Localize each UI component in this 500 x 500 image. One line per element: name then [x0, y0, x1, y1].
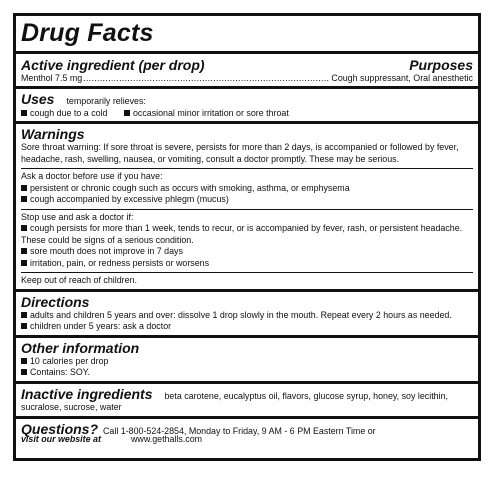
bullet-icon — [21, 225, 27, 231]
drug-facts-title: Drug Facts — [21, 19, 154, 47]
inactive-ingredients-line2: sucralose, sucrose, water — [21, 402, 122, 412]
other-info-item: Contains: SOY. — [21, 367, 473, 379]
bullet-icon — [21, 260, 27, 266]
uses-item: occasional minor irritation or sore throat — [124, 108, 289, 118]
active-ingredient-value: Menthol 7.5 mg — [21, 73, 83, 83]
divider — [21, 209, 473, 210]
stop-use-item: irritation, pain, or redness persists or worsens — [21, 258, 473, 270]
sore-throat-warning: Sore throat warning: If sore throat is severe, persists for more than 2 days, is accompanied or followed by fever, headache, rash, swelling, nausea, or vomiting, consult a doctor promptly. These may be serious. — [21, 142, 459, 164]
dot-leader — [83, 73, 330, 84]
uses-heading: Uses — [21, 91, 55, 107]
drug-facts-panel — [13, 13, 481, 461]
questions-phone: Call 1-800-524-2854, Monday to Friday, 9 AM - 6 PM Eastern Time or — [103, 425, 376, 436]
directions-item: children under 5 years: ask a doctor — [21, 321, 473, 333]
purposes-heading: Purposes — [409, 57, 473, 73]
ask-doctor-item: cough accompanied by excessive phlegm (mucus) — [21, 194, 473, 206]
bullet-icon — [21, 110, 27, 116]
bullet-icon — [21, 323, 27, 329]
ask-doctor-item: persistent or chronic cough such as occurs with smoking, asthma, or emphysema — [21, 183, 473, 195]
active-ingredient-section — [21, 54, 473, 84]
inactive-ingredients-section — [21, 384, 473, 414]
bullet-icon — [124, 110, 130, 116]
other-information-section — [21, 338, 473, 379]
active-ingredient-heading: Active ingredient (per drop) — [21, 57, 205, 73]
bullet-icon — [21, 248, 27, 254]
bullet-icon — [21, 196, 27, 202]
website-link[interactable]: www.gethalls.com — [131, 434, 203, 444]
other-information-heading: Other information — [21, 339, 140, 356]
bullet-icon — [21, 185, 27, 191]
keep-out-of-reach: Keep out of reach of children. — [21, 275, 137, 285]
questions-heading: Questions? — [21, 420, 99, 437]
inactive-ingredients-line1: beta carotene, eucalyptus oil, flavors, glucose syrup, honey, soy lecithin, — [164, 390, 448, 401]
questions-section — [21, 419, 473, 446]
bullet-icon — [21, 312, 27, 318]
stop-use-item: cough persists for more than 1 week, tends to recur, or is accompanied by fever, rash, or persistent headache. These could be signs of a serious condition. — [21, 223, 463, 245]
bullet-icon — [21, 369, 27, 375]
purposes-value: Cough suppressant, Oral anesthetic — [331, 73, 473, 83]
uses-intro: temporarily relieves: — [66, 96, 146, 106]
directions-item: adults and children 5 years and over: dissolve 1 drop slowly in the mouth. Repeat every 2 hours as needed. — [21, 310, 473, 322]
uses-item: cough due to a cold — [21, 108, 107, 118]
ask-doctor-intro: Ask a doctor before use if you have: — [21, 171, 163, 181]
website-label: visit our website at — [21, 434, 101, 444]
directions-heading: Directions — [21, 293, 90, 310]
other-info-item: 10 calories per drop — [21, 356, 473, 368]
directions-section — [21, 292, 473, 333]
warnings-section — [21, 124, 473, 287]
warnings-heading: Warnings — [21, 126, 85, 142]
divider — [21, 272, 473, 273]
bullet-icon — [21, 358, 27, 364]
stop-use-item: sore mouth does not improve in 7 days — [21, 246, 473, 258]
divider — [21, 168, 473, 169]
stop-use-intro: Stop use and ask a doctor if: — [21, 211, 134, 222]
inactive-ingredients-heading: Inactive ingredients — [21, 385, 153, 402]
uses-section — [21, 89, 473, 119]
